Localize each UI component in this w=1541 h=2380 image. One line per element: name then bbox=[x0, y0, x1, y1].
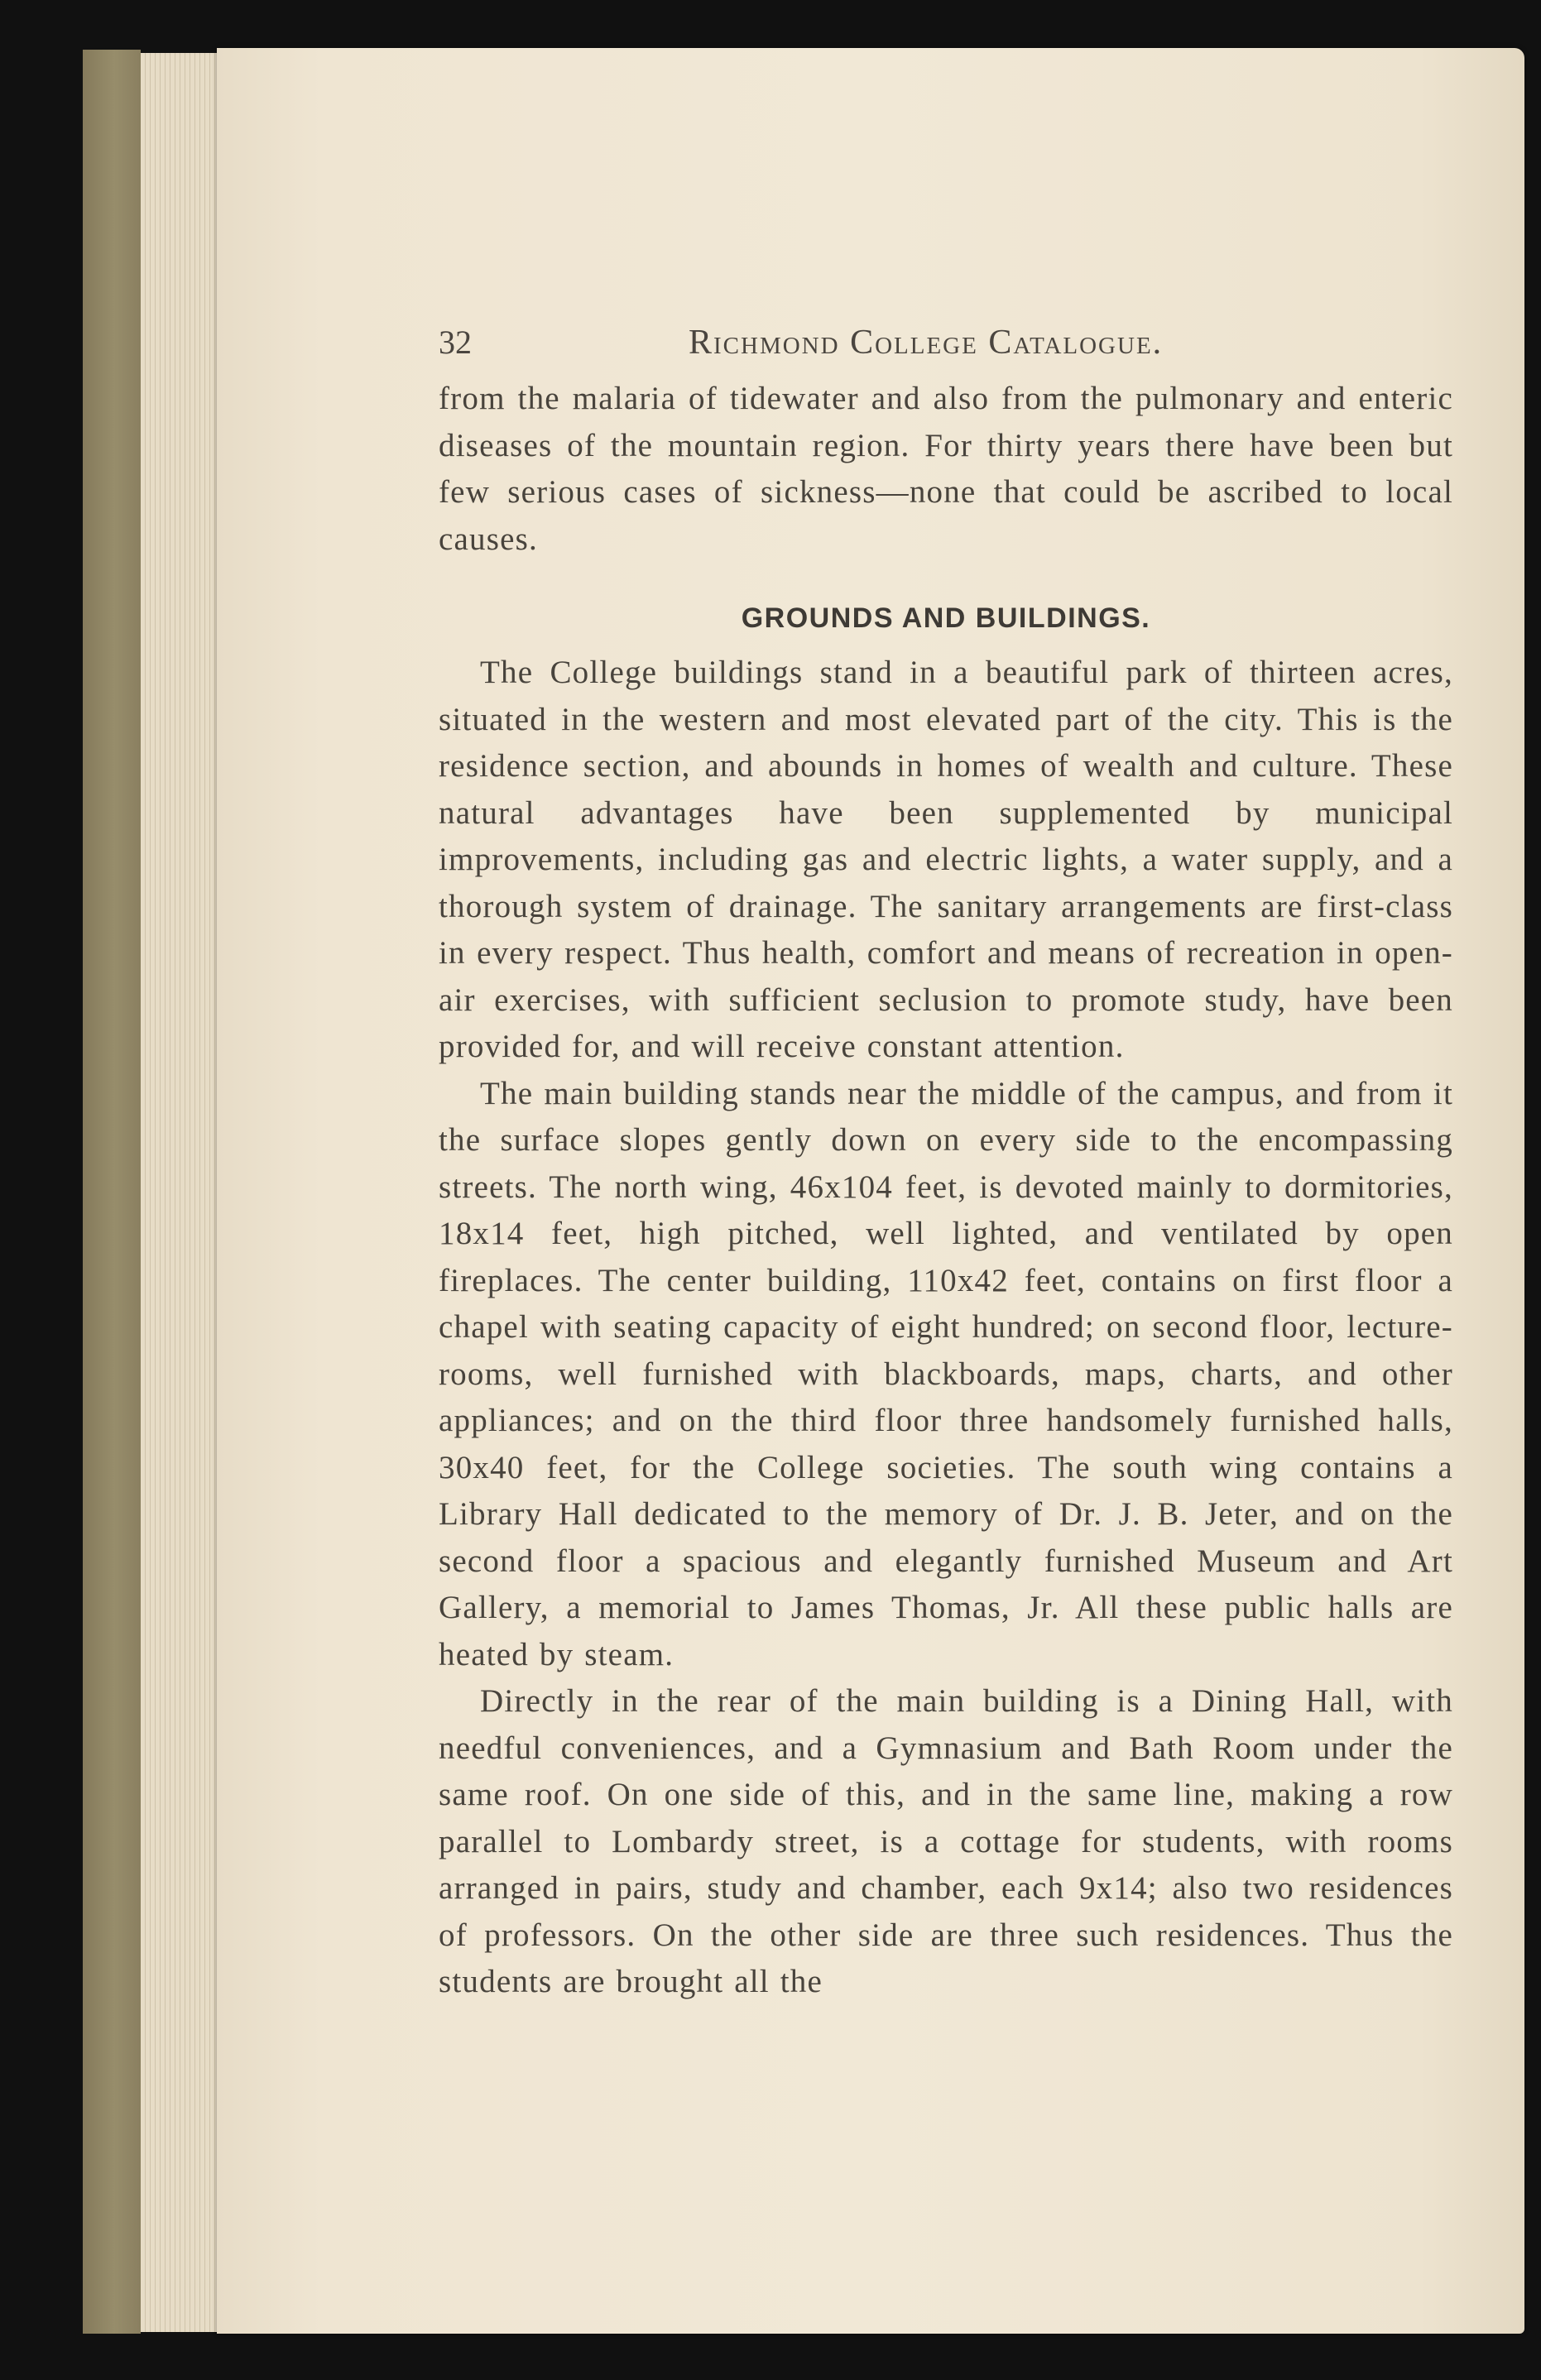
section-paragraph: The main building stands near the middle of the campus, and from it the surface slopes gently down on every side to the encompassing streets. The north wing, 46x104 feet, is devoted mainly to dormitories, 18x14 feet, high pitched, well lighted, and ventilated by open fireplaces. The center building, 110x42 feet, contains on first floor a chapel with seating capacity of eight hundred; on second floor, lecture-rooms, well furnished with blackboards, maps, charts, and other appliances; and on the third floor three handsomely furnished halls, 30x40 feet, for the College societies. The south wing contains a Library Hall dedicated to the memory of Dr. J. B. Jeter, and on the second floor a spacious and elegantly furnished Museum and Art Gallery, a memorial to James Thomas, Jr. All these public halls are heated by steam. bbox=[439, 1075, 1453, 1672]
section-paragraph: Directly in the rear of the main building is a Dining Hall, with needful conveniences, and a Gymnasium and Bath Room under the same roof. On one side of this, and in the same line, making a row parallel to Lombardy street, is a cottage for students, with rooms arranged in pairs, study and chamber, each 9x14; also two residences of professors. On the other side are three such residences. Thus the students are brought all the bbox=[439, 1683, 1453, 1999]
intro-paragraph: from the malaria of tidewater and also from the pulmonary and enteric diseases of the mountain region. For thirty years there have been but few serious cases of sickness—none that could be ascribed to local causes. bbox=[439, 381, 1453, 557]
page-content bbox=[439, 314, 1453, 2006]
section-paragraph: The College buildings stand in a beautiful park of thirteen acres, situated in the western and most elevated part of the city. This is the residence section, and abounds in homes of wealth and culture. These natural advantages have been supplemented by municipal improvements, including gas and electric lights, a water supply, and a thorough system of drainage. The sanitary arrangements are first-class in every respect. Thus health, comfort and means of recreation in open-air exercises, with sufficient seclusion to promote study, have been provided for, and will receive constant attention. bbox=[439, 655, 1453, 1064]
book-cover-board bbox=[83, 50, 141, 2334]
page-number: 32 bbox=[439, 324, 472, 361]
running-head bbox=[439, 314, 1453, 372]
section-heading: GROUNDS AND BUILDINGS. bbox=[741, 602, 1151, 634]
running-title: Richmond College Catalogue. bbox=[689, 324, 1164, 362]
